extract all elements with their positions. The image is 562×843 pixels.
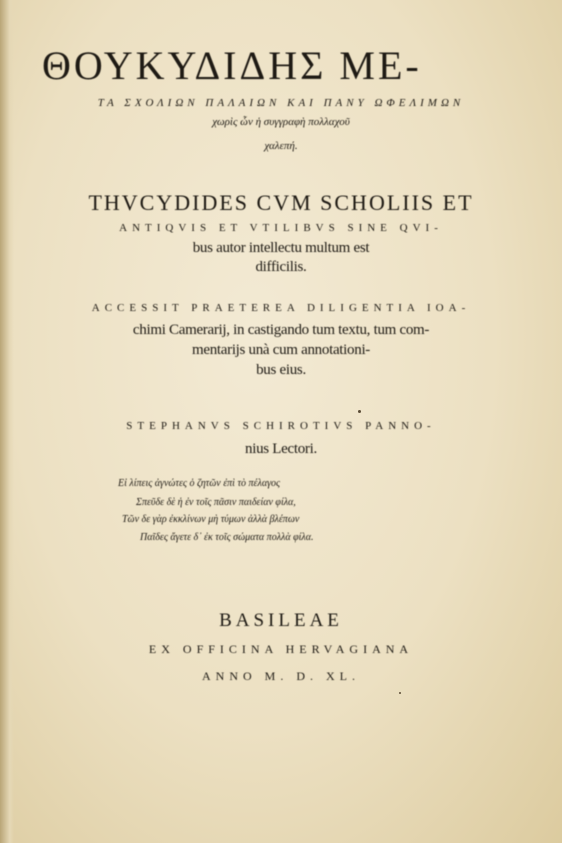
accessit-line-1: ACCESSIT PRAETEREA DILIGENTIA IOA- [91, 302, 471, 314]
greek-verse-line-3: Τῶν δε γὰρ ἐκκλίνων μὴ τύμων ἀλλὰ βλέπων [122, 514, 300, 525]
greek-verse-line-1: Εἰ λίπεις ἀγνώτες ὁ ζητῶν ἐπὶ τὸ πέλαγος [118, 478, 281, 489]
imprint-year: ANNO M. D. XL. [202, 669, 360, 683]
greek-verse-line-4: Παῖδες ἄγετε δ᾽ ἐκ τοῖς σώματα πολλὰ φίλα. [140, 532, 314, 543]
latin-title-line-4: difficilis. [255, 259, 307, 275]
latin-title-line-2: ANTIQVIS ET VTILIBVS SINE QVI- [119, 222, 443, 234]
accessit-line-2: chimi Camerarij, in castigando tum textu, tum com- [132, 322, 430, 338]
greek-title-caps-line: ΤΑ ΣΧΟΛΙΩΝ ΠΑΛΑΙΩΝ ΚΑΙ ΠΑΝΥ ΩΦΕΛΙΜΩΝ [97, 97, 465, 109]
greek-title-cursive-line-2: χαλεπή. [264, 140, 298, 152]
greek-verse-line-2: Σπεῦδε δὲ ἡ ἐν τοῖς πᾶσιν παιδείαν φίλα, [136, 497, 296, 508]
accessit-line-3: mentarijs unà cum annotationi- [191, 342, 371, 358]
ornament-dot [399, 692, 401, 694]
latin-title-line-1: THVCYDIDES CVM SCHOLIIS ET [88, 190, 474, 215]
imprint-place: BASILEAE [219, 610, 343, 631]
greek-title-cursive-line-1: χωρὶς ὧν ἡ συγγραφὴ πολλαχοῦ [212, 116, 350, 128]
stephanus-line-2: nius Lectori. [245, 441, 317, 457]
accessit-line-4: bus eius. [256, 362, 306, 378]
stephanus-line-1: STEPHANVS SCHIROTIVS PANNO- [126, 420, 436, 432]
imprint-press: EX OFFICINA HERVAGIANA [148, 642, 414, 656]
greek-title-heading: ΘΟΥΚΥΔΙΔΗΣ ΜΕ- [42, 43, 422, 88]
latin-title-line-3: bus autor intellectu multum est [192, 240, 370, 256]
ornament-dot [358, 410, 361, 413]
